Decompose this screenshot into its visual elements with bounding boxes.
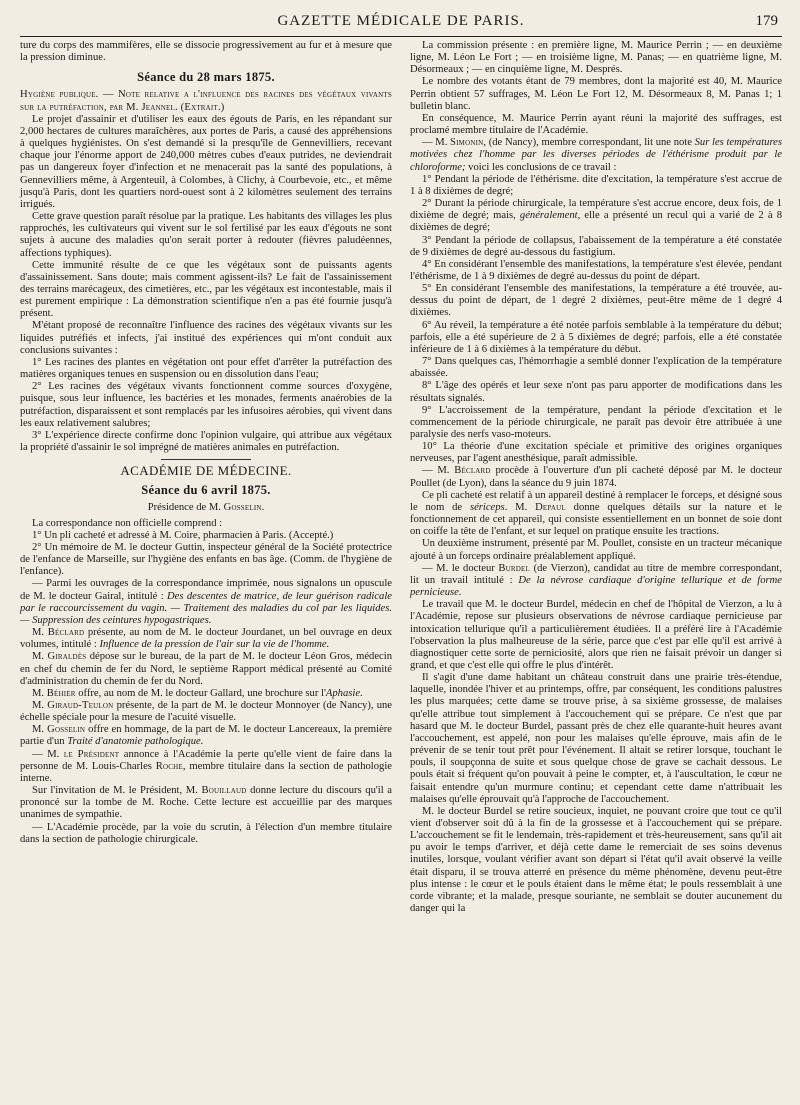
text: offre en hommage, de la part de M. le docteur Lancereaux, la première partie d'un [20, 724, 393, 748]
paragraph [20, 627, 392, 651]
paragraph [20, 785, 392, 821]
conclusion-item: 3° Pendant la période de collapsus, l'abaissement de la température a été constatée de 9 dixièmes de degré au-dessous du fastigium. [410, 234, 782, 258]
session-heading-6-avril: Séance du 6 avril 1875. [141, 483, 271, 498]
conclusion-item: 10° La théorie d'une excitation spéciale et primitive des origines organiques nerveuses, par l'agent anesthésique, paraît admissible. [410, 441, 782, 465]
text: Sur l'invitation de M. le Président, M. [32, 785, 202, 797]
member-name: Béhier [46, 687, 76, 699]
presidency-text: Présidence de M. [147, 502, 224, 514]
left-column [20, 40, 392, 915]
punctuation: . [360, 687, 363, 699]
member-name: Simonin [450, 137, 484, 149]
section-heading-academie: ACADÉMIE DE MÉDECINE. [120, 463, 292, 479]
paragraph [20, 688, 392, 700]
paragraph [20, 724, 392, 748]
paragraph: Il s'agit d'une dame habitant un château construit dans une prairie très-étendue, laquelle, inondée l'hiver et au printemps, offre, par conséquent, les conditions palustres les plus marquées; cette dame se trouve prise, à sa sixième grossesse, de malaises qu'elle attribue tout simplement à l'accouchement qui se prépare. Ce n'est que par hasard que M. le docteur Burdel, passant près de chez elle quarante-huit heures avant l'accouchement, est appelé, non pour les malaises qu'elle éprouve, mais afin de le prévenir de se tenir tout prêt pour l'événement. Il altait se retirer lorsque, touchant le pouls, il soupçonna de suite et sous quelque chose de grave se cachait dessous. Le pouls était si fréquent qu'on pouvait à peine le compter, et, à l'auscultation, le cœur ne faisait entendre qu'un murmure continu; et cependant cette dame n'attribuait les malaises qu'elle éprouvait qu'à l'approche de l'accouchement. [410, 672, 782, 805]
section-divider [161, 459, 251, 460]
member-name: Depaul [535, 501, 566, 513]
article-title: — Note relative a l'influence des racines des végétaux vivants sur la putréfaction, par M. Jeannel. (Extrait.) [20, 89, 392, 113]
member-name: Gosselin [47, 724, 86, 736]
paragraph: Le nombre des votants étant de 79 membres, dont la majorité est 40, M. Maurice Perrin obtient 57 suffrages, M. Léon Le Fort 12, M. Désormeaux 8, M. Panas 1; 1 bulletin blanc. [410, 76, 782, 112]
text: annonce à l'Académie la perte qu'elle vient de faire dans la personne de M. Louis-Charles [20, 748, 392, 772]
conclusion-item: 8° L'âge des opérés et leur sexe n'ont pas paru apporter de modifications dans les résultats signalés. [410, 380, 782, 404]
work-title: Des descentes de matrice, de leur guérison radicale par le raccourcissement du vagin. — Traitement des maladies du col par les liquides. — Suppression des ceintures hypogastriques. [20, 590, 392, 626]
correspondence-item: 1° Un pli cacheté et adressé à M. Coire, pharmacien à Paris. (Accepté.) [32, 529, 334, 541]
text: , (de Nancy), membre correspondant, lit une note [483, 137, 695, 149]
conclusion-item: 3° L'expérience directe confirme donc l'opinion vulgaire, qui attribue aux végétaux la propriété d'assainir le sol imprégné de matières animales en putréfaction. [20, 429, 392, 453]
paragraph: Le travail que M. le docteur Burdel, médecin en chef de l'hôpital de Vierzon, a lu à l'Académie, repose sur plusieurs observations de névrose cardiaque pernicieuse par intoxication tellurique qu'il a particulièrement étudiées. Il a préféré lire à l'Académie l'observation la plus malheureuse de la série, parce que c'est par elle qu'il est arrivé à diagnostiquer cette sorte de perniciosité, alors que rien ne faisait prévoir un danger si grand, et que c'est elle qui offre le plus d'intérêt. [410, 599, 782, 671]
text: offre, au nom de M. le docteur Gallard, une brochure sur l' [75, 687, 326, 699]
president-name: Gosselin [223, 502, 262, 514]
paragraph: Cette immunité résulte de ce que les végétaux sont de puissants agents d'assainissement. Sans doute; mais comment agissent-ils? Le fait de l'assainissement des terrains marécageux, des cimetières, etc., par les végétaux est incontestable, mais il est purement empirique : La démonstration scientifique n'en a pas été fournie jusqu'à présent. [20, 259, 392, 320]
paragraph [410, 137, 782, 173]
text: M. [32, 627, 48, 639]
paragraph: Cette grave question paraît résolue par la pratique. Les habitants des villages les plus rapprochés, les cultivateurs qui vivent sur le sol fertilisé par les eaux d'égouts ne sont sujets à aucune des maladies qu'on serait porter à redouter (fièvres paludéennes, affections typhiques). [20, 211, 392, 259]
conclusion-item: 9° L'accroissement de la température, pendant la période d'excitation et le commencement de la période chirurgicale, ne paraît pas devoir être attribuée à une paralysie des nerfs vaso-moteurs. [410, 404, 782, 440]
member-name: Roche [155, 760, 183, 772]
text: procède à l'ouverture d'un pli cacheté déposé par M. le docteur Poullet (de Lyon), dans la séance du 9 juin 1874. [410, 465, 782, 489]
paragraph [410, 563, 782, 599]
member-name: Béclard [454, 465, 491, 477]
paragraph-continuation: ture du corps des mammifères, elle se dissocie progressivement au fur et à mesure que la pression diminue. [20, 40, 392, 64]
correspondence-item: 2° Un mémoire de M. le docteur Guttin, inspecteur général de la Société protectrice de l'enfance de Marseille, sur l'hygiène des enfants en bas âge. (Comm. de l'hygiène de l'enfance). [20, 541, 392, 578]
journal-title: GAZETTE MÉDICALE DE PARIS. [277, 13, 525, 29]
text: M. [32, 724, 48, 736]
conclusion-item: 6° Au réveil, la température a été notée parfois semblable à la température du début; parfois, elle a été supérieure de 2 à 5 dixièmes de degré; parfois, elle a été constatée inférieure de 1 à 6 dixièmes à la température du début. [410, 319, 782, 355]
text: (de Vierzon), candidat au titre de membre correspondant, lit un travail intitulé : [410, 562, 782, 586]
member-name: Béclard [47, 627, 85, 639]
text: Ce pli cacheté est relatif à un appareil destiné à remplacer le forceps, et désigné sous le nom de [410, 489, 782, 513]
member-name: Burdel [498, 562, 531, 574]
text: — M. [422, 137, 451, 149]
member-name: le Président [63, 748, 120, 760]
paragraph: Le projet d'assainir et d'utiliser les eaux des égouts de Paris, en les répandant sur 2,000 hectares de cultures maraîchères, aux portes de Paris, a causé des appréhensions à quelques hygiénistes. On s'est demandé si la presqu'île de Gennevilliers, recevant chaque jour l'énorme apport de 240,000 mètres cubes d'eaux putrides, ne deviendrait pas un dangereux foyer d'infection et ne menacerait pas la santé des populations, à Gennevilliers même, à Argenteuil, à Colombes, à Clichy, à Courbevoie, etc., et même jusqu'à Paris, dont les quartiers nord-ouest sont à 2 kilomètres seulement des terrains irrigués. [20, 113, 392, 210]
page-header [20, 10, 782, 37]
paragraph: La commission présente : en première ligne, M. Maurice Perrin ; — en deuxième ligne, M. Léon Le Fort ; — en troisième ligne, M. Panas; — en quatrième ligne, M. Désormeaux ; — en cinquième ligne, M. Després. [410, 40, 782, 76]
paragraph: Un deuxième instrument, présenté par M. Poullet, consiste en un tracteur mécanique ajouté à un forceps ordinaire préalablement appliqué. [410, 538, 782, 562]
conclusion-item [410, 198, 782, 234]
conclusion-item: 2° Les racines des végétaux vivants fonctionnent comme sources d'oxygène, puisque, sous leur influence, les bactéries et les monades, ferments anaérobies de la putréfaction, disparaissent et sont remplacés par les infusoires aérobies, qui vivent dans les eaux relativement salubres; [20, 381, 392, 429]
paragraph [20, 700, 392, 724]
conclusion-item: 1° Pendant la période de l'éthérisme. dite d'excitation, la température s'est accrue de 1 à 8 dixièmes de degré; [410, 173, 782, 197]
text: — M. le docteur [422, 562, 499, 574]
paragraph: En conséquence, M. Maurice Perrin ayant réuni la majorité des suffrages, est proclamé membre titulaire de l'Académie. [410, 112, 782, 137]
paragraph [410, 490, 782, 539]
punctuation: . [261, 502, 265, 514]
member-name: Giraldès [47, 651, 87, 663]
text: , elle a présenté un recul qui a varié de 2 à 8 dixièmes de degré; [410, 210, 782, 234]
text: M. [32, 687, 47, 699]
page-number: 179 [755, 13, 778, 29]
instrument-name: sériceps [469, 501, 505, 513]
text: donne quelques détails sur la nature et le fonctionnement de cet appareil, qui consiste essentiellement en un bonnet de soie dont on coiffe la tête de l'enfant, et sur lequel on pratique ensuite les tractions. [410, 501, 782, 538]
text: — Parmi les ouvrages de la correspondance imprimée, nous signalons un opuscule de M. le docteur Gairal, intitulé : [20, 578, 392, 602]
text: donne lecture du discours qu'il a prononcé sur la tombe de M. Roche. Cette lecture est accueillie par des marques unanimes de sympathie. [20, 785, 392, 821]
paragraph [20, 749, 392, 785]
text: dépose sur le bureau, de la part de M. le docteur Léon Gros, médecin en chef du chemin de fer du Nord, le septième Rapport médical présenté au Comité d'administration du chemin de fer du Nord. [20, 651, 392, 687]
text: présente, de la part de M. le docteur Monnoyer (de Nancy), une échelle spéciale pour la mesure de l'acuité visuelle. [20, 699, 392, 724]
conclusion-item: 7° Dans quelques cas, l'hémorrhagie a semblé donner l'explication de la température abaissée. [410, 356, 782, 380]
article-heading-hygiene [20, 89, 392, 113]
paragraph [20, 651, 392, 687]
text: M. [32, 651, 48, 663]
emphasis: généralement [519, 210, 578, 222]
work-title: Traité d'anatomie pathologique. [67, 736, 204, 748]
paragraph: La correspondance non officielle comprend : [32, 517, 223, 529]
rubric-label: Hygiène publique. [20, 89, 99, 101]
conclusion-item: 5° En considérant l'ensemble des manifestations, la température a été trouvée, au-dessus du point de départ, de 1 degré 2 dixièmes, peut-être même de 1 degré 4 dixièmes. [410, 283, 782, 319]
text: — M. [32, 748, 64, 760]
paragraph [20, 578, 392, 627]
work-title: Aphasie [325, 687, 361, 699]
conclusion-item: 4° En considérant l'ensemble des manifestations, la température s'est élevée, pendant l'éthérisme, de 1 à 9 dixièmes de degré au-dessus du point de départ. [410, 258, 782, 282]
member-name: Bouillaud [201, 785, 247, 797]
text: présente, au nom de M. le docteur Jourdanet, un bel ouvrage en deux volumes, intitulé : [20, 627, 393, 651]
paragraph: M'étant proposé de reconnaître l'influence des racines des végétaux vivants sur les liquides putréfiés et infects, j'ai institué des expériences qui m'ont conduit aux conclusions suivantes : [20, 320, 392, 356]
paragraph: — L'Académie procède, par la voie du scrutin, à l'élection d'un membre titulaire dans la section de pathologie chirurgicale. [20, 821, 392, 845]
member-name: Giraud-Teulon [47, 699, 114, 711]
text: 2° Durant la période chirurgicale, la température s'est accrue encore, deux fois, de 1 dixième de degré; mais, [410, 198, 782, 222]
work-title: Sur les températures motivées chez l'homme par les diverses périodes de l'éthérisme produit par le chloroforme; [410, 137, 782, 173]
text: — M. [422, 465, 455, 477]
paragraph [410, 465, 782, 489]
right-column [410, 40, 782, 915]
session-heading-28-mars: Séance du 28 mars 1875. [137, 70, 275, 85]
work-title: De la névrose cardiaque d'origine tellurique et de forme pernicieuse. [410, 574, 782, 599]
text: , membre titulaire dans la section de pathologie interne. [20, 760, 392, 784]
presidency-line [20, 502, 392, 514]
paragraph: M. le docteur Burdel se retire soucieux, inquiet, ne pouvant croire que tout ce qu'il vient d'observer soit dû à la fin de la grossesse et à l'accouchement qui se prépare. L'accouchement se fit le lendemain, très-rapidement et très-heureusement, sans qu'il ait pu avoir le temps d'arriver, et déjà cette dame le remerciait de ses soins devenus inutiles, lorsque, voulant vérifier avant son départ si l'état qu'il avait observé la veille était disparu, il se trouva atterré en présence du même phénomène, devenu peut-être plus intense : le cœur et le pouls étaient dans le même état; le pouls ressemblait à une corde vibrante; et la malade, presque souriante, ne semblait se douter aucunement du danger qui la [410, 805, 782, 915]
text: voici les conclusions de ce travail : [465, 161, 617, 173]
text: . M. [504, 501, 536, 513]
conclusion-item: 1° Les racines des plantes en végétation ont pour effet d'arrêter la putréfaction des matières organiques tenues en suspension ou en dissolution dans l'eau; [20, 356, 392, 381]
work-title: Influence de la pression de l'air sur la vie de l'homme. [99, 639, 330, 651]
text: M. [32, 699, 48, 711]
